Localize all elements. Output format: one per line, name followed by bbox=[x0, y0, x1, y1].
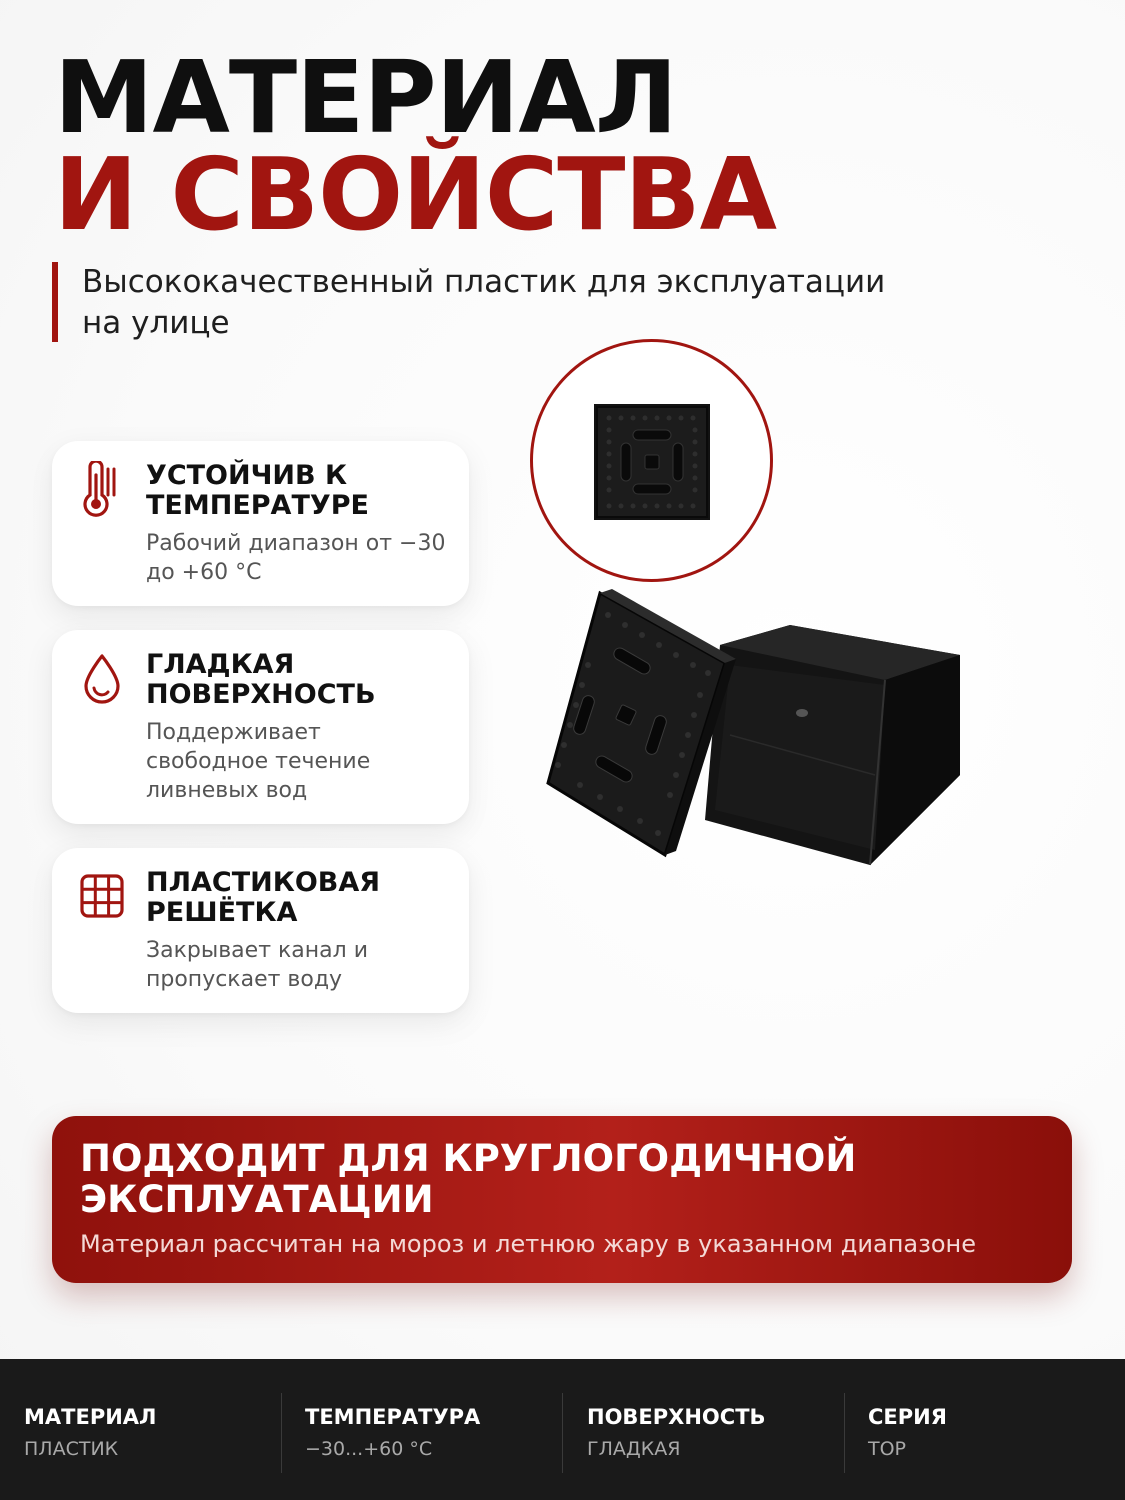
feature-title: УСТОЙЧИВ К ТЕМПЕРАТУРЕ bbox=[146, 460, 369, 521]
feature-title: ГЛАДКАЯ ПОВЕРХНОСТЬ bbox=[146, 649, 376, 710]
page-subtitle: Высококачественный пластик для эксплуатации на улице bbox=[82, 264, 886, 341]
spec-surface bbox=[587, 1393, 849, 1473]
spec-divider bbox=[281, 1393, 282, 1473]
feature-description: Рабочий диапазон от −30 до +60 °C bbox=[146, 531, 446, 585]
grate-top-view-circle bbox=[530, 339, 773, 582]
page-title-line2: И СВОЙСТВА bbox=[54, 136, 777, 253]
banner-text: Материал рассчитан на мороз и летнюю жару в указанном диапазоне bbox=[80, 1230, 976, 1258]
spec-divider bbox=[844, 1393, 845, 1473]
feature-card-surface bbox=[52, 630, 469, 824]
feature-description: Поддерживает свободное течение ливневых вод bbox=[146, 720, 371, 803]
feature-card-grate bbox=[52, 848, 469, 1013]
spec-temperature bbox=[305, 1393, 567, 1473]
spec-label: МАТЕРИАЛ bbox=[24, 1405, 157, 1429]
spec-value: −30...+60 °C bbox=[305, 1438, 433, 1460]
spec-label: СЕРИЯ bbox=[868, 1405, 947, 1429]
specs-footer bbox=[0, 1359, 1125, 1500]
grate-top-view-image bbox=[533, 342, 773, 582]
feature-card-temperature bbox=[52, 441, 469, 606]
spec-divider bbox=[562, 1393, 563, 1473]
spec-material bbox=[24, 1393, 286, 1473]
year-round-banner bbox=[52, 1116, 1072, 1283]
feature-description: Закрывает канал и пропускает воду bbox=[146, 938, 368, 992]
thermometer-icon bbox=[78, 461, 126, 517]
spec-value: TOP bbox=[868, 1438, 907, 1460]
spec-value: ПЛАСТИК bbox=[24, 1438, 119, 1460]
grid-icon bbox=[78, 868, 126, 924]
spec-value: ГЛАДКАЯ bbox=[587, 1438, 681, 1460]
feature-title: ПЛАСТИКОВАЯ РЕШЁТКА bbox=[146, 867, 381, 928]
spec-label: ПОВЕРХНОСТЬ bbox=[587, 1405, 766, 1429]
spec-series bbox=[868, 1393, 1125, 1473]
water-drop-icon bbox=[78, 650, 126, 706]
spec-label: ТЕМПЕРАТУРА bbox=[305, 1405, 481, 1429]
product-image bbox=[540, 585, 980, 885]
page-title-line1: МАТЕРИАЛ bbox=[54, 39, 677, 156]
banner-title: ПОДХОДИТ ДЛЯ КРУГЛОГОДИЧНОЙ ЭКСПЛУАТАЦИИ bbox=[80, 1137, 857, 1221]
subtitle-accent-bar bbox=[52, 262, 58, 342]
